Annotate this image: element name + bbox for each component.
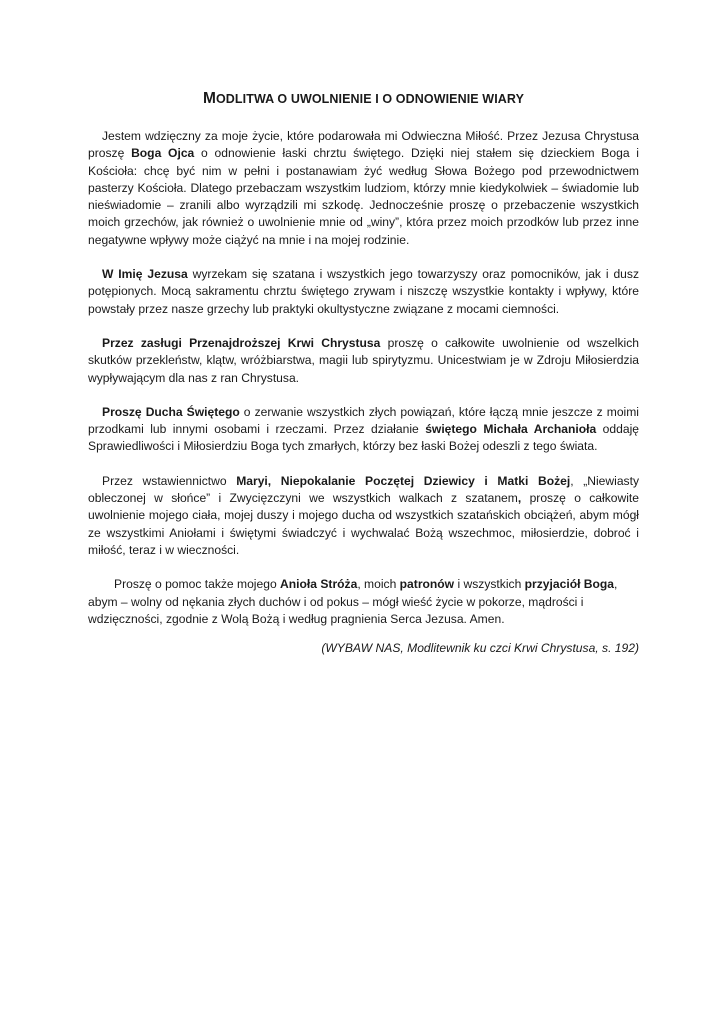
paragraph-4 xyxy=(88,404,639,456)
p1-text-2: o odnowienie łaski chrztu świętego. Dzięki niej stałem się dzieckiem Boga i Kościoła: chcę być nim w pełni i postanawiam żyć według Słowa Bożego pod przewodnictwem pasterzy Kościoła. Dlatego przebaczam wszystkim ludziom, którzy mnie kiedykolwiek – świadomie lub nieświadomie – zranili albo wyrządzili mi szkodę. Jednocześnie proszę o przebaczenie wszystkich moich grzechów, jak również o uwolnienie mnie od „winy”, która przez moich przodków lub przez inne negatywne wpływy może ciążyć na mnie i na mojej rodzinie. xyxy=(88,146,639,247)
document-page xyxy=(88,90,639,655)
p2-bold-1: W Imię Jezusa xyxy=(102,267,188,282)
citation: (WYBAW NAS, Modlitewnik ku czci Krwi Chrystusa, s. 192) xyxy=(321,641,639,656)
page-title xyxy=(88,90,639,108)
p6-text-2: , moich xyxy=(357,577,400,592)
title-initial: M xyxy=(202,90,216,107)
p5-bold-1: Maryi, Niepokalanie Poczętej Dziewicy i Matki Bożej xyxy=(236,473,571,488)
p5-bold-2: , xyxy=(517,491,522,506)
p5-text-1: Przez wstawiennictwo xyxy=(102,473,237,488)
p4-text-1: o zerwanie wszystkich złych powiązań, które łączą mnie jeszcze z moimi przodkami lub innymi osobami i rzeczami. Przez działanie xyxy=(88,404,639,437)
p2-text-1: wyrzekam się szatana i wszystkich jego towarzyszy oraz pomocników, jak i dusz potępionych. Mocą sakramentu chrztu świętego zrywam i niszczę wszystkie kontakty i wpływy, które powstały przez nasze grzechy lub praktyki okultystyczne związane z mocami ciemności. xyxy=(88,267,639,316)
p6-bold-3: przyjaciół Boga xyxy=(524,577,615,592)
p6-bold-1: Anioła Stróża xyxy=(280,577,358,592)
title-rest: ODLITWA O UWOLNIENIE I O ODNOWIENIE WIARY xyxy=(215,92,525,106)
p5-text-3: proszę o całkowite uwolnienie mojego ciała, mojej duszy i mojego ducha od wszystkich szatańskich obciążeń, abym mógł ze wszystkimi Aniołami i świętymi świadczyć i wychwalać Bożą wszechmoc, miłosierdzie, dobroć i miłość, teraz i w wieczności. xyxy=(88,491,639,557)
p1-text-1: Jestem wdzięczny za moje życie, które podarowała mi Odwieczna Miłość. Przez Jezusa Chrystusa proszę xyxy=(88,129,639,161)
p1-bold-1: Boga Ojca xyxy=(131,146,195,161)
paragraph-5 xyxy=(88,473,639,559)
paragraph-3 xyxy=(88,335,639,387)
paragraph-6 xyxy=(88,576,639,628)
paragraph-1 xyxy=(88,128,639,249)
p6-text-3: i wszystkich xyxy=(454,577,525,592)
p3-text-1: proszę o całkowite uwolnienie od wszelkich skutków przekleństw, klątw, wróżbiarstwa, magii lub spirytyzmu. Unicestwiam je w Zdroju Miłosierdzia wypływającym dla nas z ran Chrystusa. xyxy=(88,335,639,385)
p4-bold-1: Proszę Ducha Świętego xyxy=(102,404,240,419)
p5-text-2: , „Niewiasty obleczonej w słońce” i Zwycięzczyni we wszystkich walkach z szatanem xyxy=(88,473,639,506)
p6-bold-2: patronów xyxy=(399,577,455,592)
p6-text-1: Proszę o pomoc także mojego xyxy=(114,577,281,592)
p3-bold-1: Przez zasługi Przenajdroższej Krwi Chrystusa xyxy=(102,335,381,350)
p4-bold-2: świętego Michała Archanioła xyxy=(425,422,597,437)
p6-text-4: , abym – wolny od nękania złych duchów i od pokus – mógł wieść życie w pokorze, mądrości i wdzięczności, zgodnie z Wolą Bożą i według pragnienia Serca Jezusa. Amen. xyxy=(88,577,618,626)
paragraph-2 xyxy=(88,266,639,318)
p4-text-2: oddaję Sprawiedliwości i Miłosierdziu Boga tych zmarłych, którzy bez łaski Bożej odeszli z tego świata. xyxy=(88,422,639,454)
